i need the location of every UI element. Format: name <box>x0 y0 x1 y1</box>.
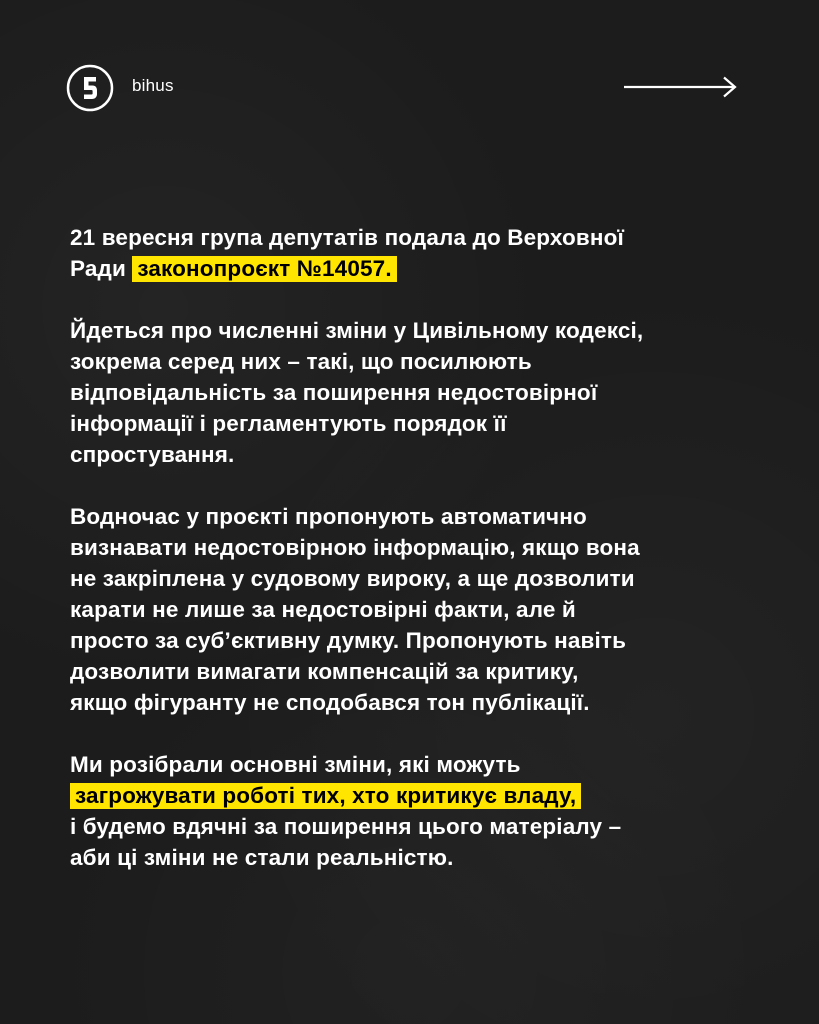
header <box>66 64 752 112</box>
text-line: Ми розібрали основні зміни, які можуть <box>70 752 521 777</box>
text-line: спростування. <box>70 442 235 467</box>
text-line: Йдеться про численні зміни у Цивільному кодексі, <box>70 318 644 343</box>
text-line: Ради <box>70 256 133 281</box>
paragraph-3 <box>70 501 770 718</box>
text-line: визнавати недостовірною інформацію, якщо вона <box>70 535 640 560</box>
text-line: не закріплена у судовому вироку, а ще дозволити <box>70 566 635 591</box>
text-line: просто за суб’єктивну думку. Пропонують навіть <box>70 628 627 653</box>
bihus-logo-icon <box>66 64 114 112</box>
text-line: якщо фігуранту не сподобався тон публікації. <box>70 690 590 715</box>
text-line: карати не лише за недостовірні факти, але й <box>70 597 576 622</box>
article-text <box>70 222 770 873</box>
paragraph-4 <box>70 749 770 873</box>
text-line: 21 вересня група депутатів подала до Верховної <box>70 225 624 250</box>
highlight-bill-number: законопроєкт №14057. <box>132 256 396 282</box>
highlight-critics: загрожувати роботі тих, хто критикує владу, <box>70 783 581 809</box>
paragraph-1 <box>70 222 770 284</box>
text-line: аби ці зміни не стали реальністю. <box>70 845 454 870</box>
text-line: інформації і регламентують порядок її <box>70 411 507 436</box>
text-line: дозволити вимагати компенсацій за критику, <box>70 659 579 684</box>
paragraph-2 <box>70 315 770 470</box>
text-line: відповідальність за поширення недостовірної <box>70 380 598 405</box>
arrow-right-icon[interactable] <box>624 76 738 98</box>
text-line: і будемо вдячні за поширення цього матеріалу – <box>70 814 622 839</box>
text-line: зокрема серед них – такі, що посилюють <box>70 349 532 374</box>
brand-name: bihus <box>132 76 174 95</box>
text-line: Водночас у проєкті пропонують автоматично <box>70 504 587 529</box>
